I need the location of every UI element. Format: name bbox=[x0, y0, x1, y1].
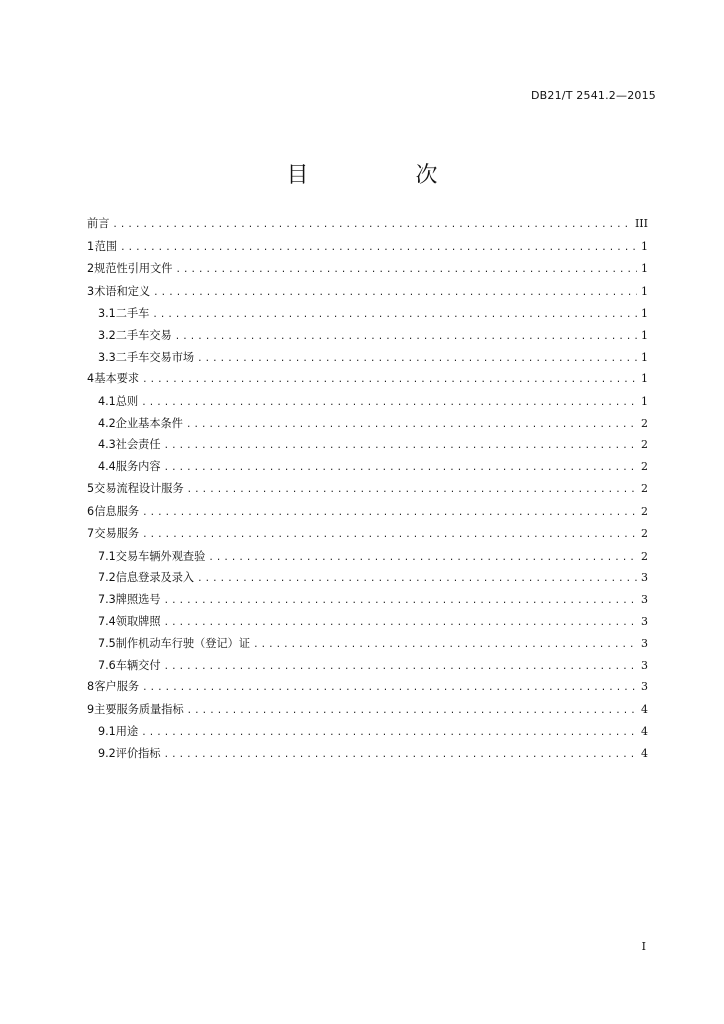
toc-entry-label: 二手车交易 bbox=[115, 328, 172, 342]
toc-entry-label: 范围 bbox=[94, 239, 118, 253]
toc-entry-label: 主要服务质量指标 bbox=[94, 702, 184, 716]
toc-entry-number: 3.1 bbox=[98, 307, 116, 320]
toc-entry[interactable] bbox=[87, 699, 648, 722]
toc-entry[interactable] bbox=[87, 258, 648, 281]
toc-entry-number: 6 bbox=[87, 504, 95, 518]
toc-entry-label: 规范性引用文件 bbox=[94, 262, 173, 275]
toc-entry-label: 客户服务 bbox=[94, 680, 140, 694]
toc-dot-leader bbox=[164, 458, 637, 480]
toc-entry-page: 4 bbox=[641, 725, 648, 739]
toc-entry[interactable] bbox=[87, 676, 648, 699]
toc-entry-page: 1 bbox=[641, 350, 648, 364]
toc-entry-number: 7.1 bbox=[98, 549, 116, 563]
toc-entry-number: 5 bbox=[87, 482, 95, 496]
toc-entry-number: 9.2 bbox=[98, 747, 116, 761]
toc-entry-page: 3 bbox=[641, 571, 648, 585]
toc-dot-leader bbox=[164, 436, 637, 458]
toc-entry-label: 社会责任 bbox=[115, 438, 161, 452]
toc-entry[interactable] bbox=[87, 325, 648, 347]
toc-entry-number: 2 bbox=[87, 262, 95, 275]
toc-entry-label: 交易服务 bbox=[94, 527, 140, 541]
toc-entry[interactable] bbox=[87, 347, 648, 369]
toc-entry-label: 车辆交付 bbox=[115, 658, 161, 672]
toc-entry-page: 3 bbox=[641, 680, 648, 694]
toc-dot-leader bbox=[142, 677, 637, 700]
toc-entry-page: 4 bbox=[641, 702, 648, 716]
toc-entry-page: 3 bbox=[641, 636, 648, 650]
toc-entry-label: 制作机动车行驶（登记）证 bbox=[115, 636, 251, 650]
toc-dot-leader bbox=[253, 635, 637, 657]
toc-entry[interactable] bbox=[87, 213, 648, 236]
toc-entry-number: 4 bbox=[87, 372, 95, 386]
toc-entry-page: 1 bbox=[641, 372, 648, 386]
toc-entry-number: 3.3 bbox=[98, 350, 116, 364]
toc-entry-page: 1 bbox=[641, 284, 648, 298]
toc-entry[interactable] bbox=[87, 546, 648, 568]
toc-entry-page: 1 bbox=[641, 262, 648, 275]
toc-entry[interactable] bbox=[87, 633, 648, 655]
toc-entry-number: 9 bbox=[87, 702, 95, 716]
toc-entry[interactable] bbox=[87, 501, 648, 524]
toc-dot-leader bbox=[152, 305, 637, 327]
toc-entry-label: 前言 bbox=[87, 217, 110, 230]
toc-entry-label: 基本要求 bbox=[94, 372, 140, 386]
toc-entry-page: 3 bbox=[641, 658, 648, 672]
toc-dot-leader bbox=[197, 569, 637, 591]
toc-dot-leader bbox=[186, 415, 637, 437]
toc-entry-number: 7.4 bbox=[98, 614, 116, 628]
toc-entry-page: 2 bbox=[641, 460, 648, 474]
toc-entry[interactable] bbox=[87, 721, 648, 743]
toc-dot-leader bbox=[112, 214, 631, 237]
toc-entry[interactable] bbox=[87, 236, 648, 259]
toc-entry-number: 7.2 bbox=[98, 571, 116, 585]
toc-entry-page: 2 bbox=[641, 438, 648, 452]
toc-entry-label: 评价指标 bbox=[115, 747, 161, 761]
toc-dot-leader bbox=[142, 502, 637, 525]
toc-entry-page: 4 bbox=[641, 747, 648, 761]
toc-entry-label: 信息登录及录入 bbox=[115, 571, 195, 585]
toc-entry[interactable] bbox=[87, 303, 648, 325]
toc-dot-leader bbox=[153, 282, 637, 305]
toc-entry-number: 3 bbox=[87, 284, 95, 298]
toc-entry-number: 9.1 bbox=[98, 725, 116, 739]
toc-entry-page: 2 bbox=[641, 482, 648, 496]
page-title: 目 次 bbox=[286, 163, 488, 188]
toc-entry-label: 用途 bbox=[115, 725, 139, 739]
toc-entry[interactable] bbox=[87, 523, 648, 546]
toc-entry-number: 4.3 bbox=[98, 438, 116, 452]
toc-entry[interactable] bbox=[87, 413, 648, 435]
toc-entry[interactable] bbox=[87, 368, 648, 391]
toc-entry-page: 3 bbox=[641, 614, 648, 628]
table-of-contents bbox=[87, 213, 648, 765]
toc-entry-label: 术语和定义 bbox=[94, 284, 151, 298]
toc-entry[interactable] bbox=[87, 589, 648, 611]
toc-entry[interactable] bbox=[87, 434, 648, 456]
toc-dot-leader bbox=[164, 613, 637, 635]
toc-entry-number: 1 bbox=[87, 239, 95, 253]
toc-entry-number: 3.2 bbox=[98, 328, 116, 342]
document-code: DB21/T 2541.2—2015 bbox=[530, 89, 656, 102]
toc-entry-label: 领取牌照 bbox=[115, 614, 161, 628]
toc-dot-leader bbox=[187, 479, 637, 502]
toc-entry-page: 3 bbox=[641, 593, 648, 607]
toc-entry-number: 7.6 bbox=[98, 658, 116, 672]
toc-entry[interactable] bbox=[87, 567, 648, 589]
toc-entry-label: 服务内容 bbox=[115, 460, 161, 474]
toc-entry-page: 2 bbox=[641, 549, 648, 563]
toc-entry-label: 二手车交易市场 bbox=[115, 350, 195, 364]
toc-entry-page: 2 bbox=[641, 416, 648, 430]
toc-entry[interactable] bbox=[87, 456, 648, 478]
toc-entry-number: 7 bbox=[87, 527, 95, 541]
toc-entry-number: 4.4 bbox=[98, 460, 116, 474]
toc-dot-leader bbox=[141, 393, 637, 415]
toc-dot-leader bbox=[187, 700, 637, 723]
toc-entry-label: 二手车 bbox=[115, 307, 150, 320]
toc-dot-leader bbox=[142, 524, 637, 547]
toc-dot-leader bbox=[164, 745, 637, 767]
toc-entry-page: 2 bbox=[641, 504, 648, 518]
toc-dot-leader bbox=[120, 237, 637, 260]
toc-entry-page: 1 bbox=[641, 394, 648, 408]
toc-entry-label: 牌照选号 bbox=[115, 593, 161, 607]
toc-entry-number: 7.3 bbox=[98, 593, 116, 607]
toc-entry-page: 1 bbox=[641, 328, 648, 342]
toc-entry[interactable] bbox=[87, 655, 648, 677]
toc-entry-number: 4.1 bbox=[98, 394, 116, 408]
toc-dot-leader bbox=[208, 548, 637, 570]
toc-entry-label: 交易车辆外观查验 bbox=[115, 549, 206, 563]
toc-entry-label: 交易流程设计服务 bbox=[94, 482, 184, 496]
toc-entry-label: 信息服务 bbox=[94, 504, 140, 518]
toc-entry-number: 7.5 bbox=[98, 636, 116, 650]
toc-entry-number: 4.2 bbox=[98, 416, 116, 430]
toc-entry-number: 8 bbox=[87, 680, 95, 694]
page-number: I bbox=[641, 940, 646, 953]
toc-entry-page: 1 bbox=[641, 239, 648, 253]
toc-entry-page: III bbox=[634, 217, 648, 230]
toc-dot-leader bbox=[175, 259, 637, 282]
toc-dot-leader bbox=[175, 327, 637, 349]
toc-entry[interactable] bbox=[87, 281, 648, 304]
toc-entry[interactable] bbox=[87, 478, 648, 501]
toc-entry[interactable] bbox=[87, 391, 648, 413]
toc-entry-page: 2 bbox=[641, 527, 648, 541]
toc-entry[interactable] bbox=[87, 743, 648, 765]
toc-entry-label: 企业基本条件 bbox=[115, 416, 183, 430]
toc-dot-leader bbox=[141, 723, 637, 745]
toc-dot-leader bbox=[164, 657, 637, 679]
toc-dot-leader bbox=[142, 369, 637, 392]
toc-entry-page: 1 bbox=[641, 307, 648, 320]
toc-entry-label: 总则 bbox=[115, 394, 139, 408]
toc-dot-leader bbox=[164, 591, 637, 613]
toc-entry[interactable] bbox=[87, 611, 648, 633]
toc-dot-leader bbox=[197, 349, 637, 371]
